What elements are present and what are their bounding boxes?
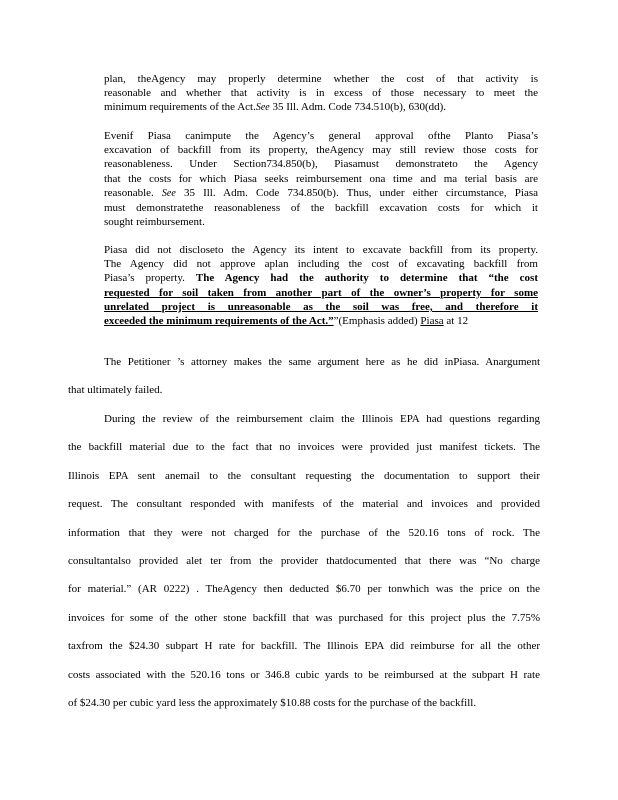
emphasis-text: The Agency had the authority to determine that “the cost (195, 272, 539, 285)
quote-line: reasonable and whether that activity is in excess of those necessary to meet the (104, 87, 538, 100)
quote-line: that the costs for which Piasa seeks reimbursement ona time and ma terial basis are (104, 172, 538, 185)
quote-paragraph-2 (104, 129, 538, 229)
quote-line: reasonableness. Under Section734.850(b), Piasamust demonstrateto the Agency (104, 158, 538, 171)
quote-line: Evenif Piasa canimpute the Agency’s general approval ofthe Planto Piasa’s (104, 130, 538, 142)
emphasis-text: exceeded the minimum requirements of the Act.” (104, 315, 334, 328)
body-line: request. The consultant responded with manifests of the material and invoices and provided (68, 498, 540, 511)
see-signal: See (255, 102, 270, 114)
body-line: invoices for some of the other stone backfill that was purchased for this project plus the 7.75% (68, 611, 540, 624)
quote-line: must demonstratethe reasonableness of the backfill excavation costs for which it (104, 202, 538, 215)
quote-paragraph-3 (104, 243, 538, 328)
body-line: consultantalso provided alet ter from the provider thatdocumented that there was “No charge (68, 555, 540, 568)
body-paragraph-2 (68, 405, 540, 717)
quote-line: The Agency did not approve aplan including the cost of excavating backfill from (104, 258, 538, 271)
quote-line: minimum requirements of the Act.See 35 Ill. Adm. Code 734.510(b), 630(dd). (104, 101, 447, 114)
quote-paragraph-1 (104, 72, 538, 116)
body-line: taxfrom the $24.30 subpart H rate for backfill. The Illinois EPA did reimburse for all the other (68, 640, 540, 653)
quote-line: excavation of backfill from its property, theAgency may still review those costs for (104, 144, 538, 157)
quote-line: reasonable. See 35 Ill. Adm. Code 734.850(b). Thus, under either circumstance, Piasa (104, 186, 539, 199)
body-line: of $24.30 per cubic yard less the approximately $10.88 costs for the purchase of the backfill. (68, 697, 477, 710)
body-line: During the review of the reimbursement claim the Illinois EPA had questions regarding (104, 413, 540, 425)
emphasis-line: requested for soil taken from another part of the owner’s property for some (104, 286, 538, 299)
body-line: Illinois EPA sent anemail to the consultant requesting the documentation to support their (68, 469, 540, 482)
quote-line: sought reimbursement. (104, 216, 205, 229)
body-line: that ultimately failed. (68, 384, 163, 397)
quote-line: exceeded the minimum requirements of the Act.””(Emphasis added) Piasa at 12 (104, 315, 469, 328)
case-citation: Piasa (420, 315, 444, 328)
body-line: for material.” (AR 0222) . TheAgency then deducted $6.70 per tonwhich was the price on the (68, 583, 540, 596)
body-paragraph-1 (68, 348, 540, 405)
quote-line: Piasa did not discloseto the Agency its intent to excavate backfill from its property. (104, 244, 538, 256)
body-line: The Petitioner ’s attorney makes the same argument here as he did inPiasa. Anargument (104, 356, 540, 368)
quote-line: plan, theAgency may properly determine whether the cost of that activity is (104, 73, 538, 85)
emphasis-line: unrelated project is unreasonable as the soil was free, and therefore it (104, 300, 538, 313)
body-line: information that they were not charged for the purchase of the 520.16 tons of rock. The (68, 526, 540, 539)
body-line: costs associated with the 520.16 tons or 346.8 cubic yards to be reimbursed at the subpart H rate (68, 668, 540, 681)
body-line: the backfill material due to the fact that no invoices were provided just manifest tickets. The (68, 441, 540, 454)
see-signal: See (161, 187, 176, 199)
quote-line: Piasa’s property. The Agency had the authority to determine that “the cost (104, 272, 539, 285)
